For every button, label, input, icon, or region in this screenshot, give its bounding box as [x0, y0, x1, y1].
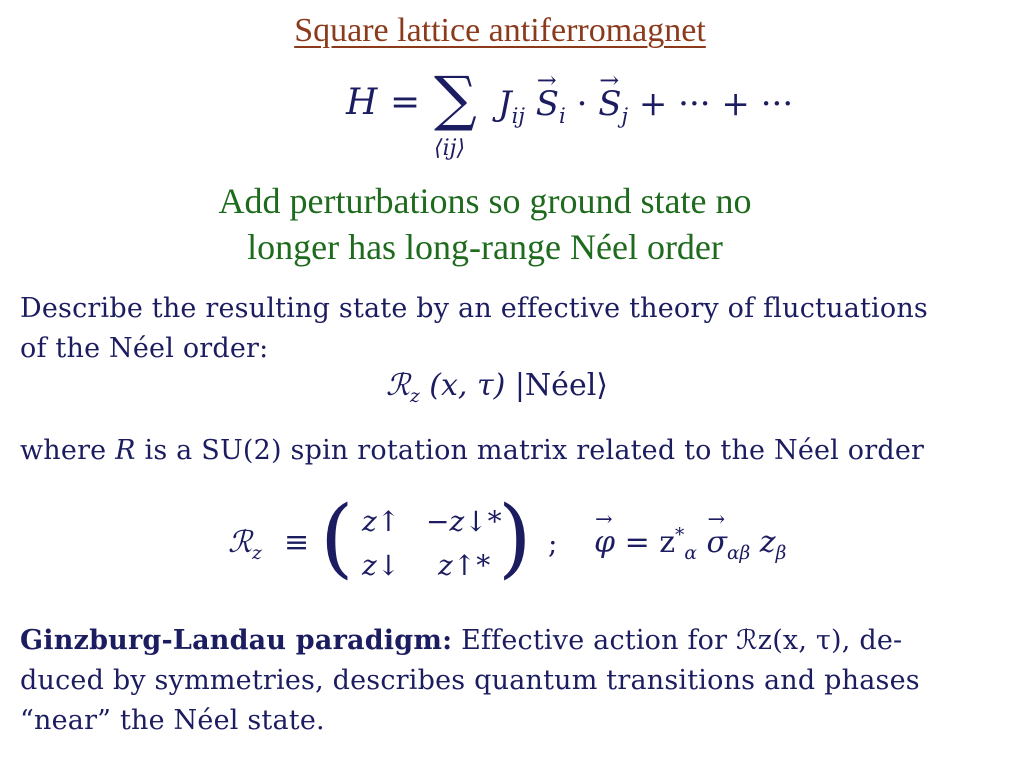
hamiltonian-equation	[346, 64, 846, 165]
coupling-term	[498, 84, 793, 128]
matrix-equation	[228, 488, 788, 595]
spin-i-subscript: i	[559, 102, 566, 128]
where-prefix: where	[20, 435, 107, 466]
gl-line-1	[20, 622, 988, 660]
where-R-symbol: R	[115, 435, 136, 466]
phi-expression	[594, 525, 786, 564]
z-star: *	[675, 525, 685, 546]
right-paren: )	[498, 488, 532, 588]
gl-line-1-text: Effective action for ℛz(x, τ), de-	[461, 625, 903, 656]
rotation-args: (x, τ)	[429, 368, 506, 403]
hamiltonian-tail: + ··· + ···	[638, 84, 794, 124]
matrix-m12: −z↓*	[426, 505, 502, 538]
z-beta-subscript: β	[775, 543, 787, 564]
sum-symbol: ∑	[434, 64, 477, 134]
spin-i: → S	[536, 84, 559, 124]
coupling-subscript: ij	[511, 102, 525, 128]
hamiltonian-lhs: H	[346, 82, 378, 123]
sigma-subscript: αβ	[726, 543, 751, 564]
sigma-vector: → σ	[706, 525, 726, 560]
matrix-R-subscript: z	[251, 543, 262, 564]
gl-heading: Ginzburg-Landau paradigm:	[20, 625, 453, 656]
matrix-R-symbol: ℛ	[228, 525, 252, 560]
equals-sign: =	[390, 82, 421, 123]
spin-j-subscript: j	[621, 102, 629, 128]
sum-index: ⟨ij⟩	[434, 136, 466, 161]
z-beta-symbol: z	[759, 525, 776, 560]
describe-line-2: of the Néel order:	[20, 333, 269, 364]
slide-title: Square lattice antiferromagnet	[294, 12, 706, 49]
perturbation-line-2: longer has long-range Néel order	[247, 227, 723, 267]
where-description: is a SU(2) spin rotation matrix related to the Néel order	[144, 435, 925, 466]
equiv-sign: ≡	[284, 525, 310, 560]
neel-ket: |Néel⟩	[514, 368, 608, 403]
phi-equals-z: = z	[624, 525, 676, 560]
where-line	[20, 432, 988, 470]
separator: ;	[548, 527, 558, 560]
state-expression	[386, 368, 608, 407]
describe-line-1: Describe the resulting state by an effective theory of fluctuations	[20, 293, 928, 324]
dot-operator: ·	[576, 84, 588, 124]
matrix-lhs	[228, 525, 262, 564]
matrix-m11: z↑	[362, 505, 401, 538]
perturbation-line-1: Add perturbations so ground state no	[218, 181, 752, 221]
left-paren: (	[320, 488, 354, 588]
rotation-subscript: z	[409, 386, 420, 407]
coupling-symbol: J	[498, 84, 512, 124]
gl-line-2: duced by symmetries, describes quantum transitions and phases	[20, 665, 920, 696]
matrix-m21: z↓	[362, 549, 401, 582]
spin-j: → S	[598, 84, 621, 124]
z-alpha: α	[684, 543, 697, 564]
phi-vector: → φ	[594, 525, 615, 560]
matrix-m22: z↑*	[438, 549, 491, 582]
rotation-symbol: ℛ	[386, 368, 410, 403]
gl-line-3: “near” the Néel state.	[20, 705, 325, 736]
